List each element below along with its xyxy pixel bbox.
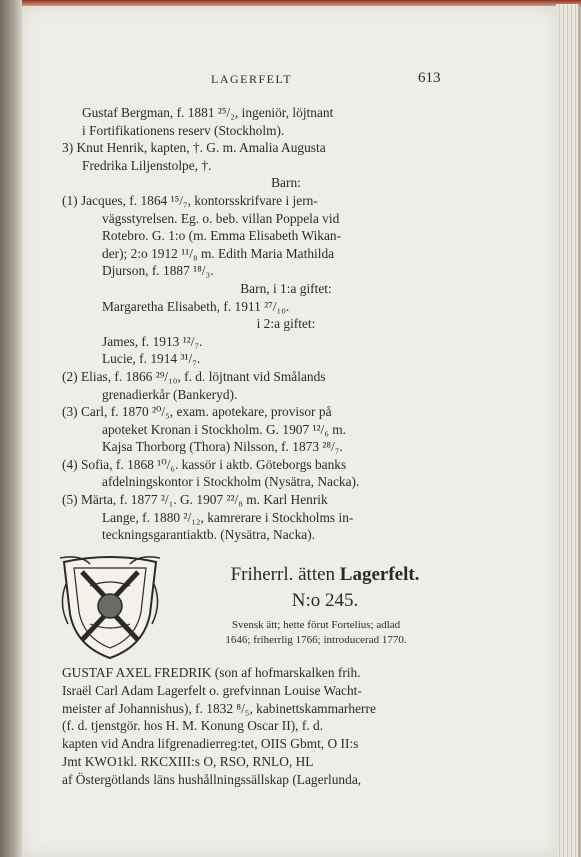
text-line: James, f. 1913 ¹²/₇. [102,333,203,349]
page-number: 613 [418,70,441,86]
family-heading [200,562,450,588]
family-meta-line-1: Svensk ätt; hette förut Fortelius; adlad [231,619,401,631]
main-entry-line: af Östergötlands läns hushållningssällskap (Lagerlunda, [62,771,362,787]
text-line: grenadierkår (Bankeryd). [102,386,238,402]
text-line: (5) Märta, f. 1877 ²/₁. G. 1907 ²²/₈ m. Karl Henrik [62,492,328,508]
family-number: N:o 245. [291,590,359,611]
page-header [22,70,558,90]
family-title-name: Lagerfelt. [339,564,420,585]
text-line: i 2:a giftet: [256,316,316,332]
text-line: Gustaf Bergman, f. 1881 ²⁵/₂, ingeniör, löjtnant [82,105,334,120]
main-entry-line: meister af Johannishus), f. 1832 ⁸/₅, kabinettskammarherre [62,700,376,716]
text-line: teckningsgarantiaktb. (Nysätra, Nacka). [102,527,316,543]
family-meta [166,618,466,648]
genealogy-text [62,104,470,544]
text-line: Kajsa Thorborg (Thora) Nilsson, f. 1873 ²⁸/₇. [102,439,343,455]
main-entry-text [62,664,474,789]
text-line: Rotebro. G. 1:o (m. Emma Elisabeth Wikan- [102,228,342,244]
book-page [22,6,558,857]
text-line: (1) Jacques, f. 1864 ¹⁵/₇, kontorsskrifvare i jern- [62,192,318,208]
text-line: (3) Carl, f. 1870 ²⁰/₅, exam. apotekare, provisor på [62,404,332,420]
coat-of-arms-icon [60,554,160,660]
text-line: (4) Sofia, f. 1868 ¹⁰/₆. kassör i aktb. Göteborgs banks [62,456,347,472]
text-line: i Fortifikationens reserv (Stockholm). [82,122,285,138]
text-line: (2) Elias, f. 1866 ²⁹/₁₀, f. d. löjtnant vid Smålands [62,368,326,384]
text-line: 3) Knut Henrik, kapten, †. G. m. Amalia Augusta [62,140,326,156]
text-line: Djurson, f. 1887 ¹⁸/₃. [102,263,214,279]
main-entry-line: (f. d. tjenstgör. hos H. M. Konung Oscar II), f. d. [62,718,324,734]
text-line: der); 2:o 1912 ¹¹/₈ m. Edith Maria Mathilda [102,245,335,261]
book-spine [0,0,22,857]
text-line: Lange, f. 1880 ²/₁₂, kamrerare i Stockholms in- [102,509,354,525]
text-line: Barn: [271,175,301,191]
text-line: Barn, i 1:a giftet: [240,280,332,296]
text-line: Lucie, f. 1914 ³¹/₇. [102,351,201,367]
main-entry-line: Israël Carl Adam Lagerfelt o. grefvinnan Louise Wacht- [62,682,362,698]
running-head: LAGERFELT [211,72,293,86]
text-line: Margaretha Elisabeth, f. 1911 ²⁷/₁₀. [102,298,290,314]
page-edges [556,4,578,857]
main-entry-line: GUSTAF AXEL FREDRIK (son af hofmarskalken frih. [62,665,361,680]
text-line: Fredrika Liljenstolpe, †. [82,157,212,173]
family-title [200,562,450,614]
family-meta-line-2: 1646; friherrlig 1766; introducerad 1770. [225,634,407,646]
main-entry-line: kapten vid Andra lifgrenadierreg:tet, OIIS Gbmt, O II:s [62,736,359,752]
text-line: afdelningskontor i Stockholm (Nysätra, Nacka). [102,474,360,490]
text-line: vägsstyrelsen. Eg. o. beb. villan Poppela vid [102,210,340,226]
text-line: apoteket Kronan i Stockholm. G. 1907 ¹²/₆ m. [102,421,347,437]
family-title-prefix: Friherrl. ätten [230,564,340,585]
main-entry-line: Jmt KWO1kl. RKCXIII:s O, RSO, RNLO, HL [62,753,314,769]
